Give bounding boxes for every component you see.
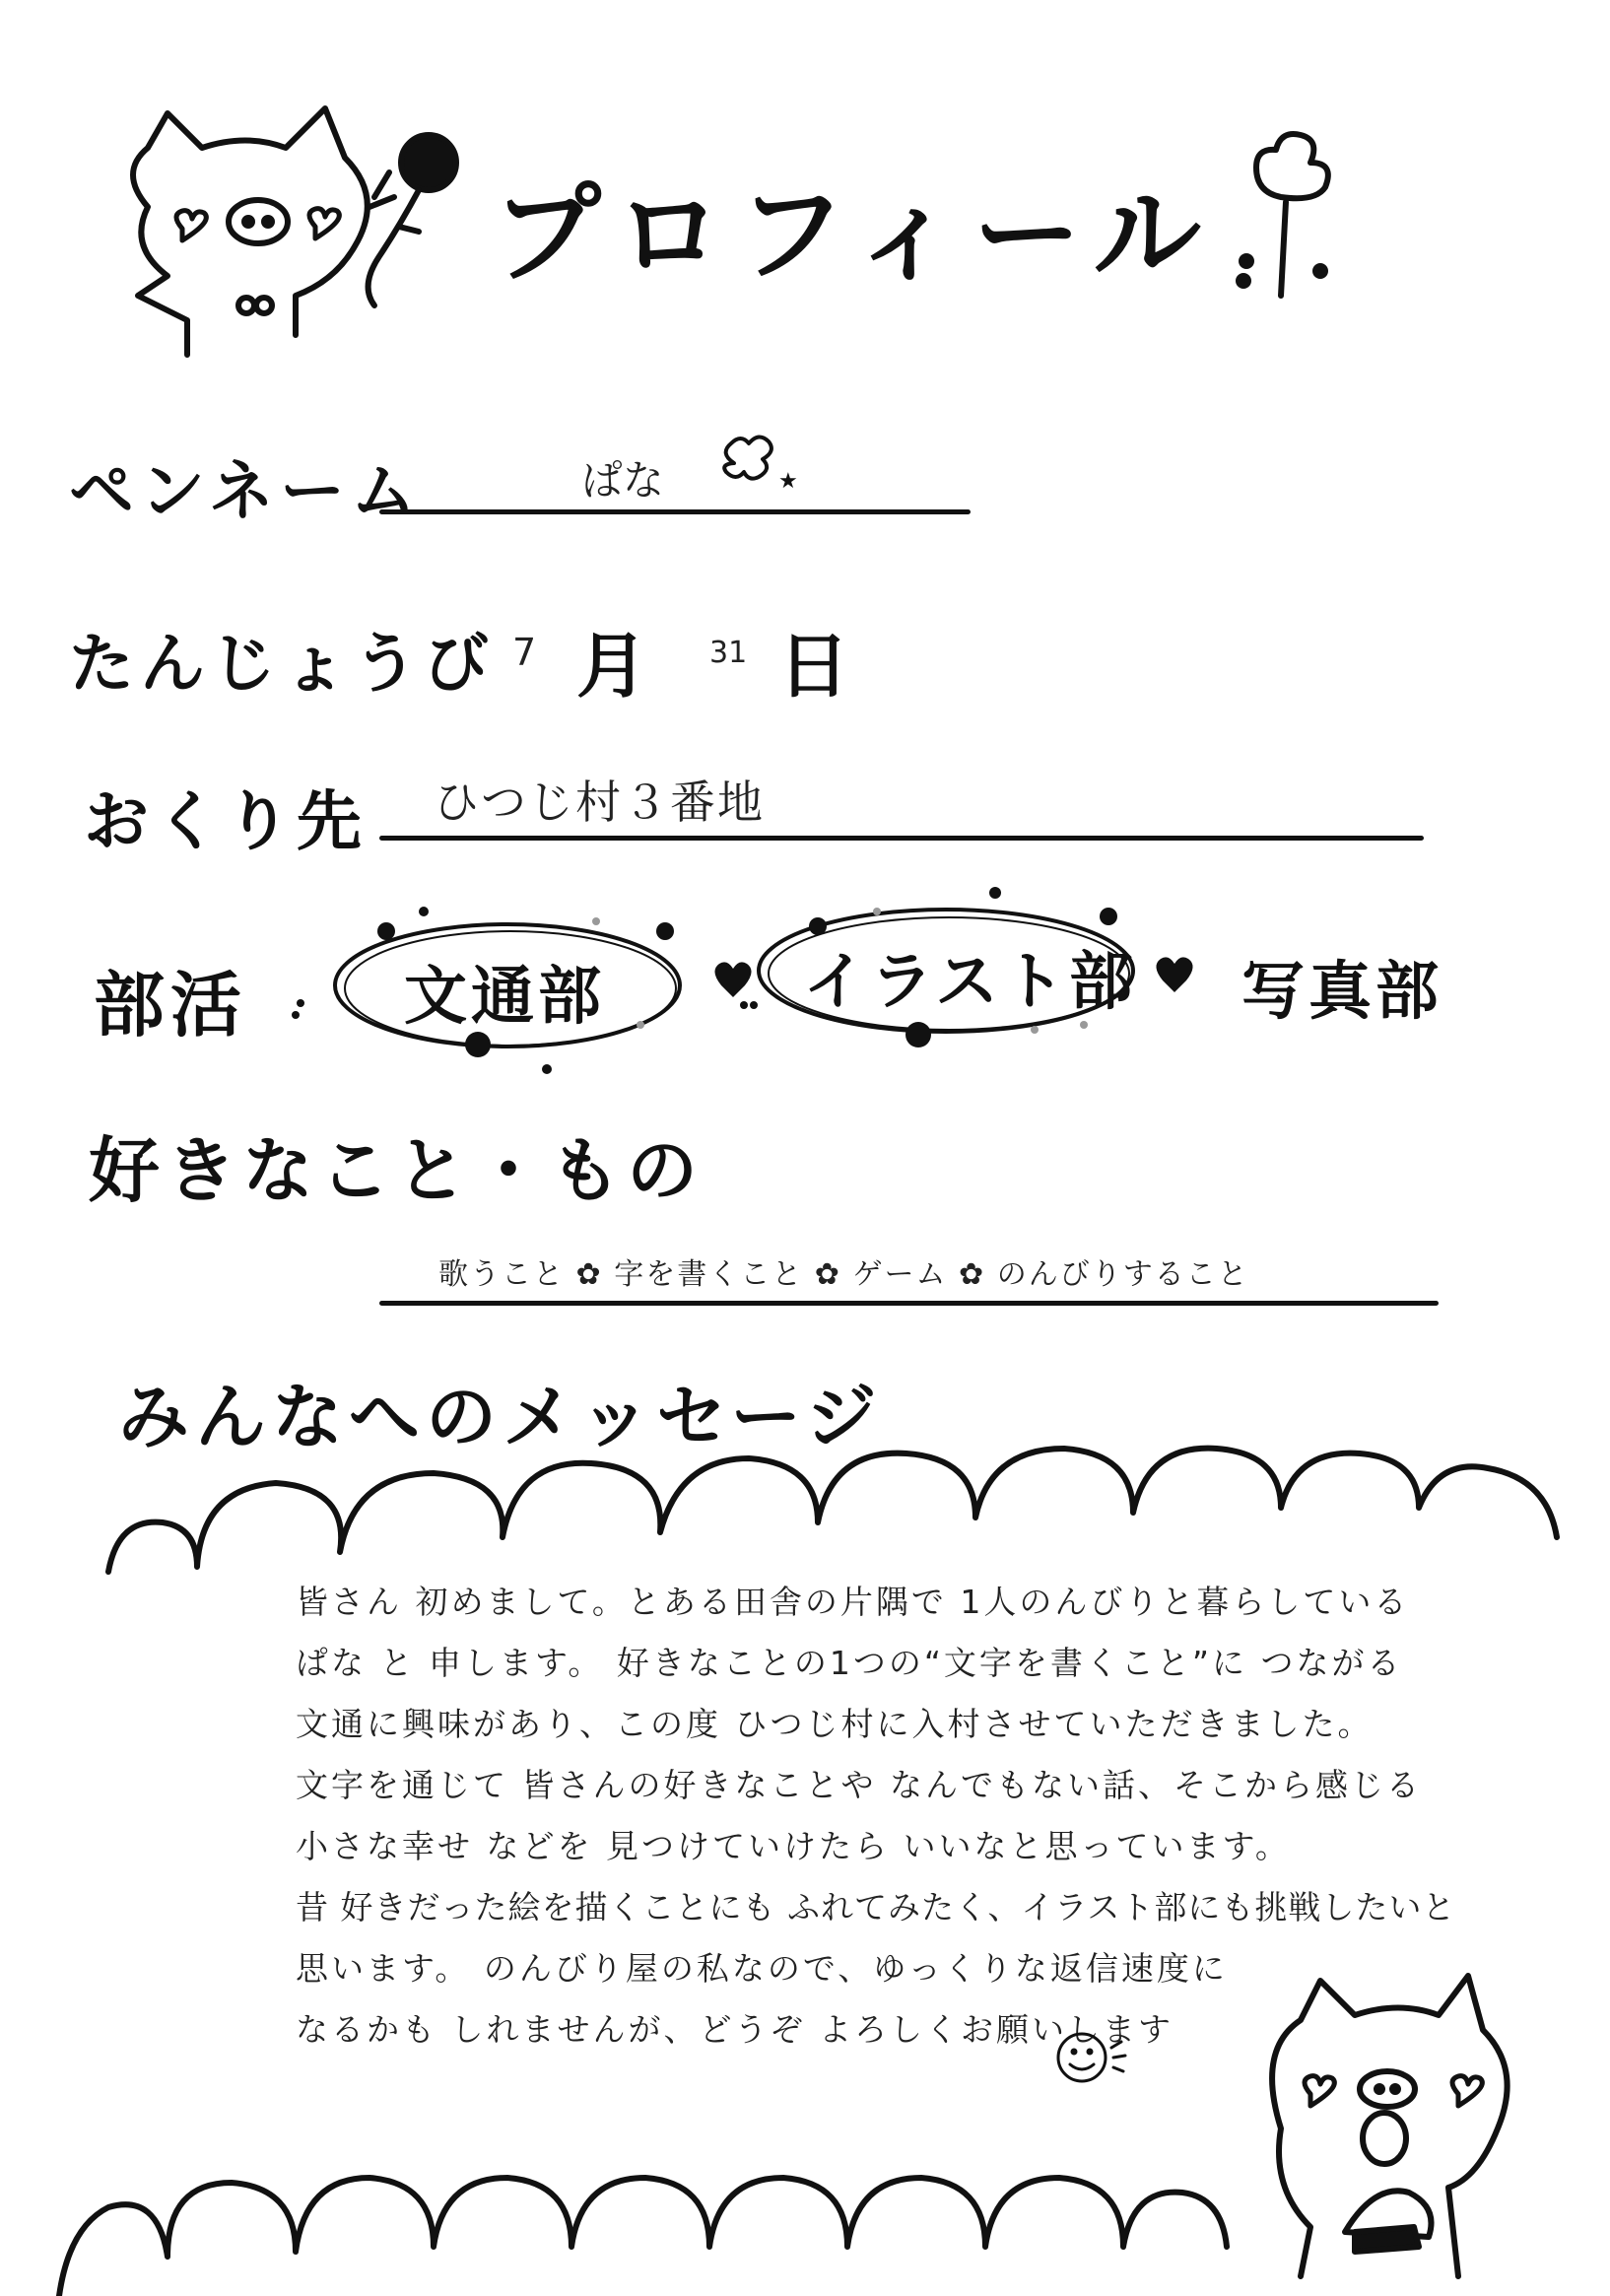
message-line: なるかも しれませんが、どうぞ よろしくお願いします — [296, 2010, 1174, 2049]
likes-label: 好きなこと・もの — [89, 1129, 704, 1212]
message-line: 昔 好きだった絵を描くことにも ふれてみたく、イラスト部にも挑戦したいと — [296, 1888, 1456, 1926]
address-label: おくり先 — [84, 783, 368, 859]
message-line: ぱな と 申します。 好きなことの1つの“文字を書くこと”に つながる — [296, 1644, 1403, 1682]
message-line: 文字を通じて 皆さんの好きなことや なんでもない話、そこから感じる — [296, 1766, 1422, 1804]
message-line: 思います。 のんびり屋の私なので、ゆっくりな返信速度に — [296, 1949, 1228, 1988]
club-item-bunts: 文通部 — [404, 961, 605, 1034]
pen-name-label: ペンネーム — [69, 453, 423, 529]
pen-name-value: ぱな — [581, 456, 665, 505]
message-line: 小さな幸せ などを 見つけていけたら いいなと思っています。 — [296, 1827, 1291, 1865]
page-title: プロフィール — [493, 171, 1215, 298]
message-line: 文通に興味があり、この度 ひつじ村に入村させていただきました。 — [296, 1705, 1374, 1743]
birthday-month-unit: 月 — [576, 625, 648, 708]
clubs-label: 部活 — [94, 964, 248, 1047]
flower-icon: ✿ — [959, 1257, 997, 1292]
message-line: 皆さん 初めまして。とある田舎の片隅で 1人のんびりと暮らしている — [296, 1583, 1410, 1621]
flower-icon: ✿ — [575, 1257, 615, 1292]
address-value: ひつじ村３番地 — [434, 776, 765, 829]
svg-text:★: ★ — [778, 469, 798, 494]
flower-icon: ✿ — [814, 1257, 853, 1292]
birthday-label: たんじょうび — [69, 626, 495, 702]
birthday-day-unit: 日 — [778, 625, 850, 708]
birthday-month: 7 — [512, 631, 537, 674]
birthday-day: 31 — [709, 636, 748, 670]
like-item: 歌うこと — [438, 1257, 565, 1292]
like-item: 字を書くこと — [614, 1257, 804, 1292]
like-item: のんびりすること — [996, 1257, 1249, 1292]
club-item-photo: 写真部 — [1241, 956, 1442, 1029]
message-heading: みんなへのメッセージ — [118, 1376, 883, 1458]
like-item: ゲーム — [852, 1257, 948, 1292]
club-item-illust: イラスト部 — [803, 946, 1137, 1019]
